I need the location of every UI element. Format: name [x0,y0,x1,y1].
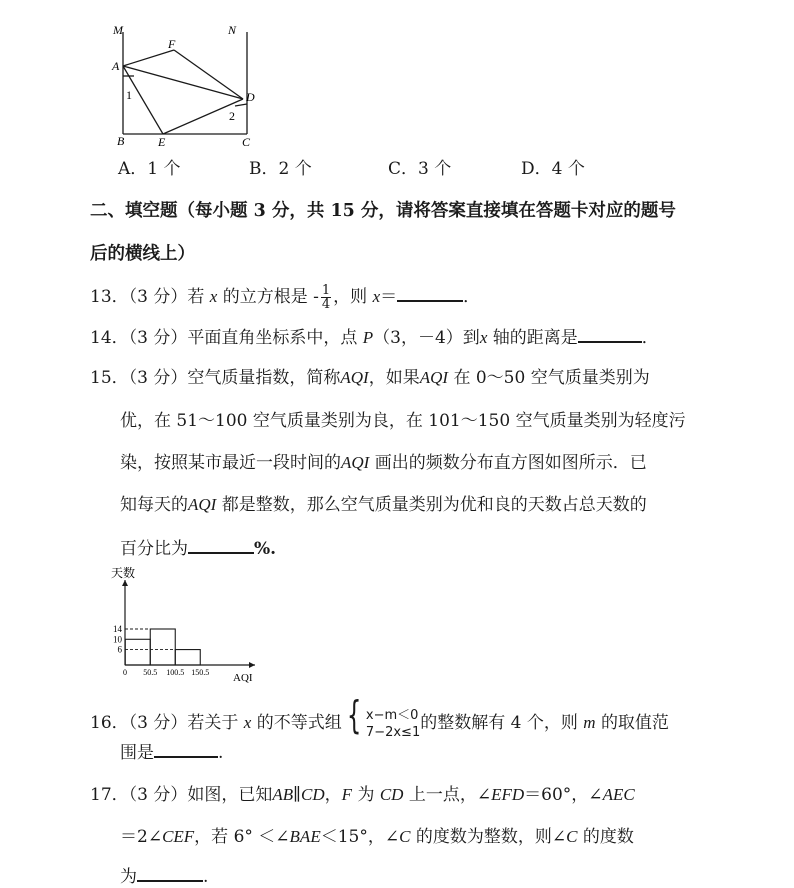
q17-bae: BAE [289,827,321,846]
q17-f: F [341,785,353,804]
q17-l2e: 的度数 [582,827,634,847]
histogram-bar-3 [175,650,200,665]
q17-l1b: ， [324,785,342,805]
question-number: 16． [90,713,129,733]
q13-frac-den: 4 [321,297,331,312]
q13-text-1: （3 分）若 [128,287,205,307]
q15-l1a: （3 分）空气质量指数，简称 [128,368,341,388]
q17-l2b: ，若 6° ＜∠ [194,827,290,847]
q17-l2c: ＜15°，∠ [320,827,400,847]
q15-aqi: AQI [419,368,449,387]
histogram-bar-2 [150,629,175,665]
section-title-cont: 后的横线上） [90,244,195,264]
q17-l1d: 上一点，∠ [408,785,492,805]
choice-d[interactable]: D．4 个 [521,159,585,179]
q17-c2: C [566,827,578,846]
q17-l1e: ＝60°，∠ [524,785,603,805]
inequality-system [366,707,420,741]
q15-line-2: 优，在 51～100 空气质量类别为良，在 101～150 空气质量类别为轻度污 [120,411,686,431]
q13-frac-num: 1 [321,283,331,298]
q17-ab: AB [272,785,294,804]
answer-blank-14[interactable] [578,325,642,343]
q15-aqi: AQI [340,368,369,387]
question-number: 14． [90,328,129,348]
q17-l1c: 为 [357,785,375,805]
q13-eq: ＝ [380,287,398,307]
q15-l1c: 在 0～50 空气质量类别为 [453,368,650,388]
q17-cd: CD [301,785,325,804]
answer-blank-17[interactable] [137,864,203,882]
q16-text-2: 的不等式组 [256,713,342,733]
label-D: D [246,90,255,104]
question-13 [90,284,480,311]
label-C: C [242,135,251,148]
q13-fraction [321,284,331,311]
y-axis-arrow [122,580,128,586]
label-M: M [113,23,123,37]
x-tick-label: 50.5 [143,668,158,677]
label-angle-1: 1 [126,88,132,102]
section-title: 二、填空题（每小题 3 分，共 15 分，请将答案直接填在答题卡对应的题号 [90,201,676,221]
brace-icon: { [346,693,362,737]
q17-line-3 [120,864,208,888]
q17-end: . [203,867,209,887]
q17-l1a: （3 分）如图，已知 [128,785,273,805]
label-E: E [158,135,166,148]
q17-parallel: ∥ [293,785,302,805]
q17-efd: EFD [491,785,525,804]
q16-text-1: （3 分）若关于 [128,713,239,733]
question-number: 13． [90,287,129,307]
q16-var-m: m [583,713,596,732]
answer-blank-16[interactable] [154,740,218,758]
q13-end: ． [463,287,481,307]
question-14 [90,325,659,349]
label-angle-2: 2 [229,109,235,123]
q15-line-4 [120,494,647,516]
q16-text-4: 的取值范 [600,713,669,733]
q16-text-3: 的整数解有 4 个，则 [420,713,578,733]
x-axis-arrow [249,662,255,668]
q15-aqi: AQI [188,495,217,514]
x-axis-label: AQI [233,672,253,684]
q13-var-x2: x [372,287,381,306]
answer-blank-13[interactable] [397,284,463,302]
inequality-2: 7−2x≤1 [365,724,421,740]
q17-l2a: ＝2∠ [120,827,163,847]
label-F: F [168,37,176,51]
q14-end: ． [641,328,659,348]
q17-aec: AEC [602,785,635,804]
q17-l2d: 的度数为整数，则∠ [415,827,567,847]
question-16 [90,693,669,740]
q13-var-x: x [209,287,218,306]
inequality-1: x−m＜0 [365,707,419,723]
q15-l5a: 百分比为 [120,539,188,559]
q15-percent: %. [254,539,277,559]
x-tick-label: 150.5 [191,668,210,677]
y-tick-label: 6 [117,644,122,655]
choice-c[interactable]: C．3 个 [388,159,452,179]
q17-l3a: 为 [120,867,137,887]
question-17 [90,784,635,806]
q15-aqi: AQI [341,453,370,472]
geometry-figure [108,20,268,148]
q13-text-2: 的立方根是 - [222,287,319,307]
choice-a[interactable]: A．1 个 [118,159,181,179]
choice-b[interactable]: B．2 个 [249,159,312,179]
question-number: 15． [90,368,129,388]
q16-end: . [218,743,224,763]
q16-line-2 [120,740,223,764]
q16-var-x: x [243,713,252,732]
q15-l1b: ，如果 [368,368,420,388]
q15-l3b: 画出的频数分布直方图如图所示．已 [374,453,647,473]
q17-cd2: CD [379,785,404,804]
q17-line-2 [120,826,634,848]
histogram-bar-1 [125,639,150,665]
q16-l2a: 围是 [120,743,154,763]
label-N: N [228,23,237,37]
q14-var-p: P [362,328,374,347]
label-A: A [112,59,120,73]
q15-line-3 [120,452,647,474]
question-number: 17． [90,785,129,805]
y-tick-label: 14 [113,624,122,634]
q15-l3a: 染，按照某市最近一段时间的 [120,453,341,473]
x-tick-label: 0 [123,668,127,677]
q14-text-2: 轴的距离是 [492,328,578,348]
q15-l4a: 知每天的 [120,495,188,515]
q14-var-x: x [479,328,488,347]
y-tick-label: 10 [113,634,122,645]
answer-blank-15[interactable] [188,536,254,554]
q17-cef: CEF [162,827,195,846]
x-tick-label: 100.5 [166,668,185,677]
q13-text-3: ，则 [333,287,368,307]
q14-text-1: （3 分）平面直角坐标系中，点 [128,328,358,348]
question-15 [90,367,650,389]
label-B: B [117,134,125,148]
q17-c: C [399,827,411,846]
q14-coords: （3，－4）到 [373,328,480,348]
y-axis-label: 天数 [111,566,136,580]
histogram-chart [105,562,265,684]
q15-line-5 [120,536,276,560]
q15-l4b: 都是整数，那么空气质量类别为优和良的天数占总天数的 [221,495,647,515]
